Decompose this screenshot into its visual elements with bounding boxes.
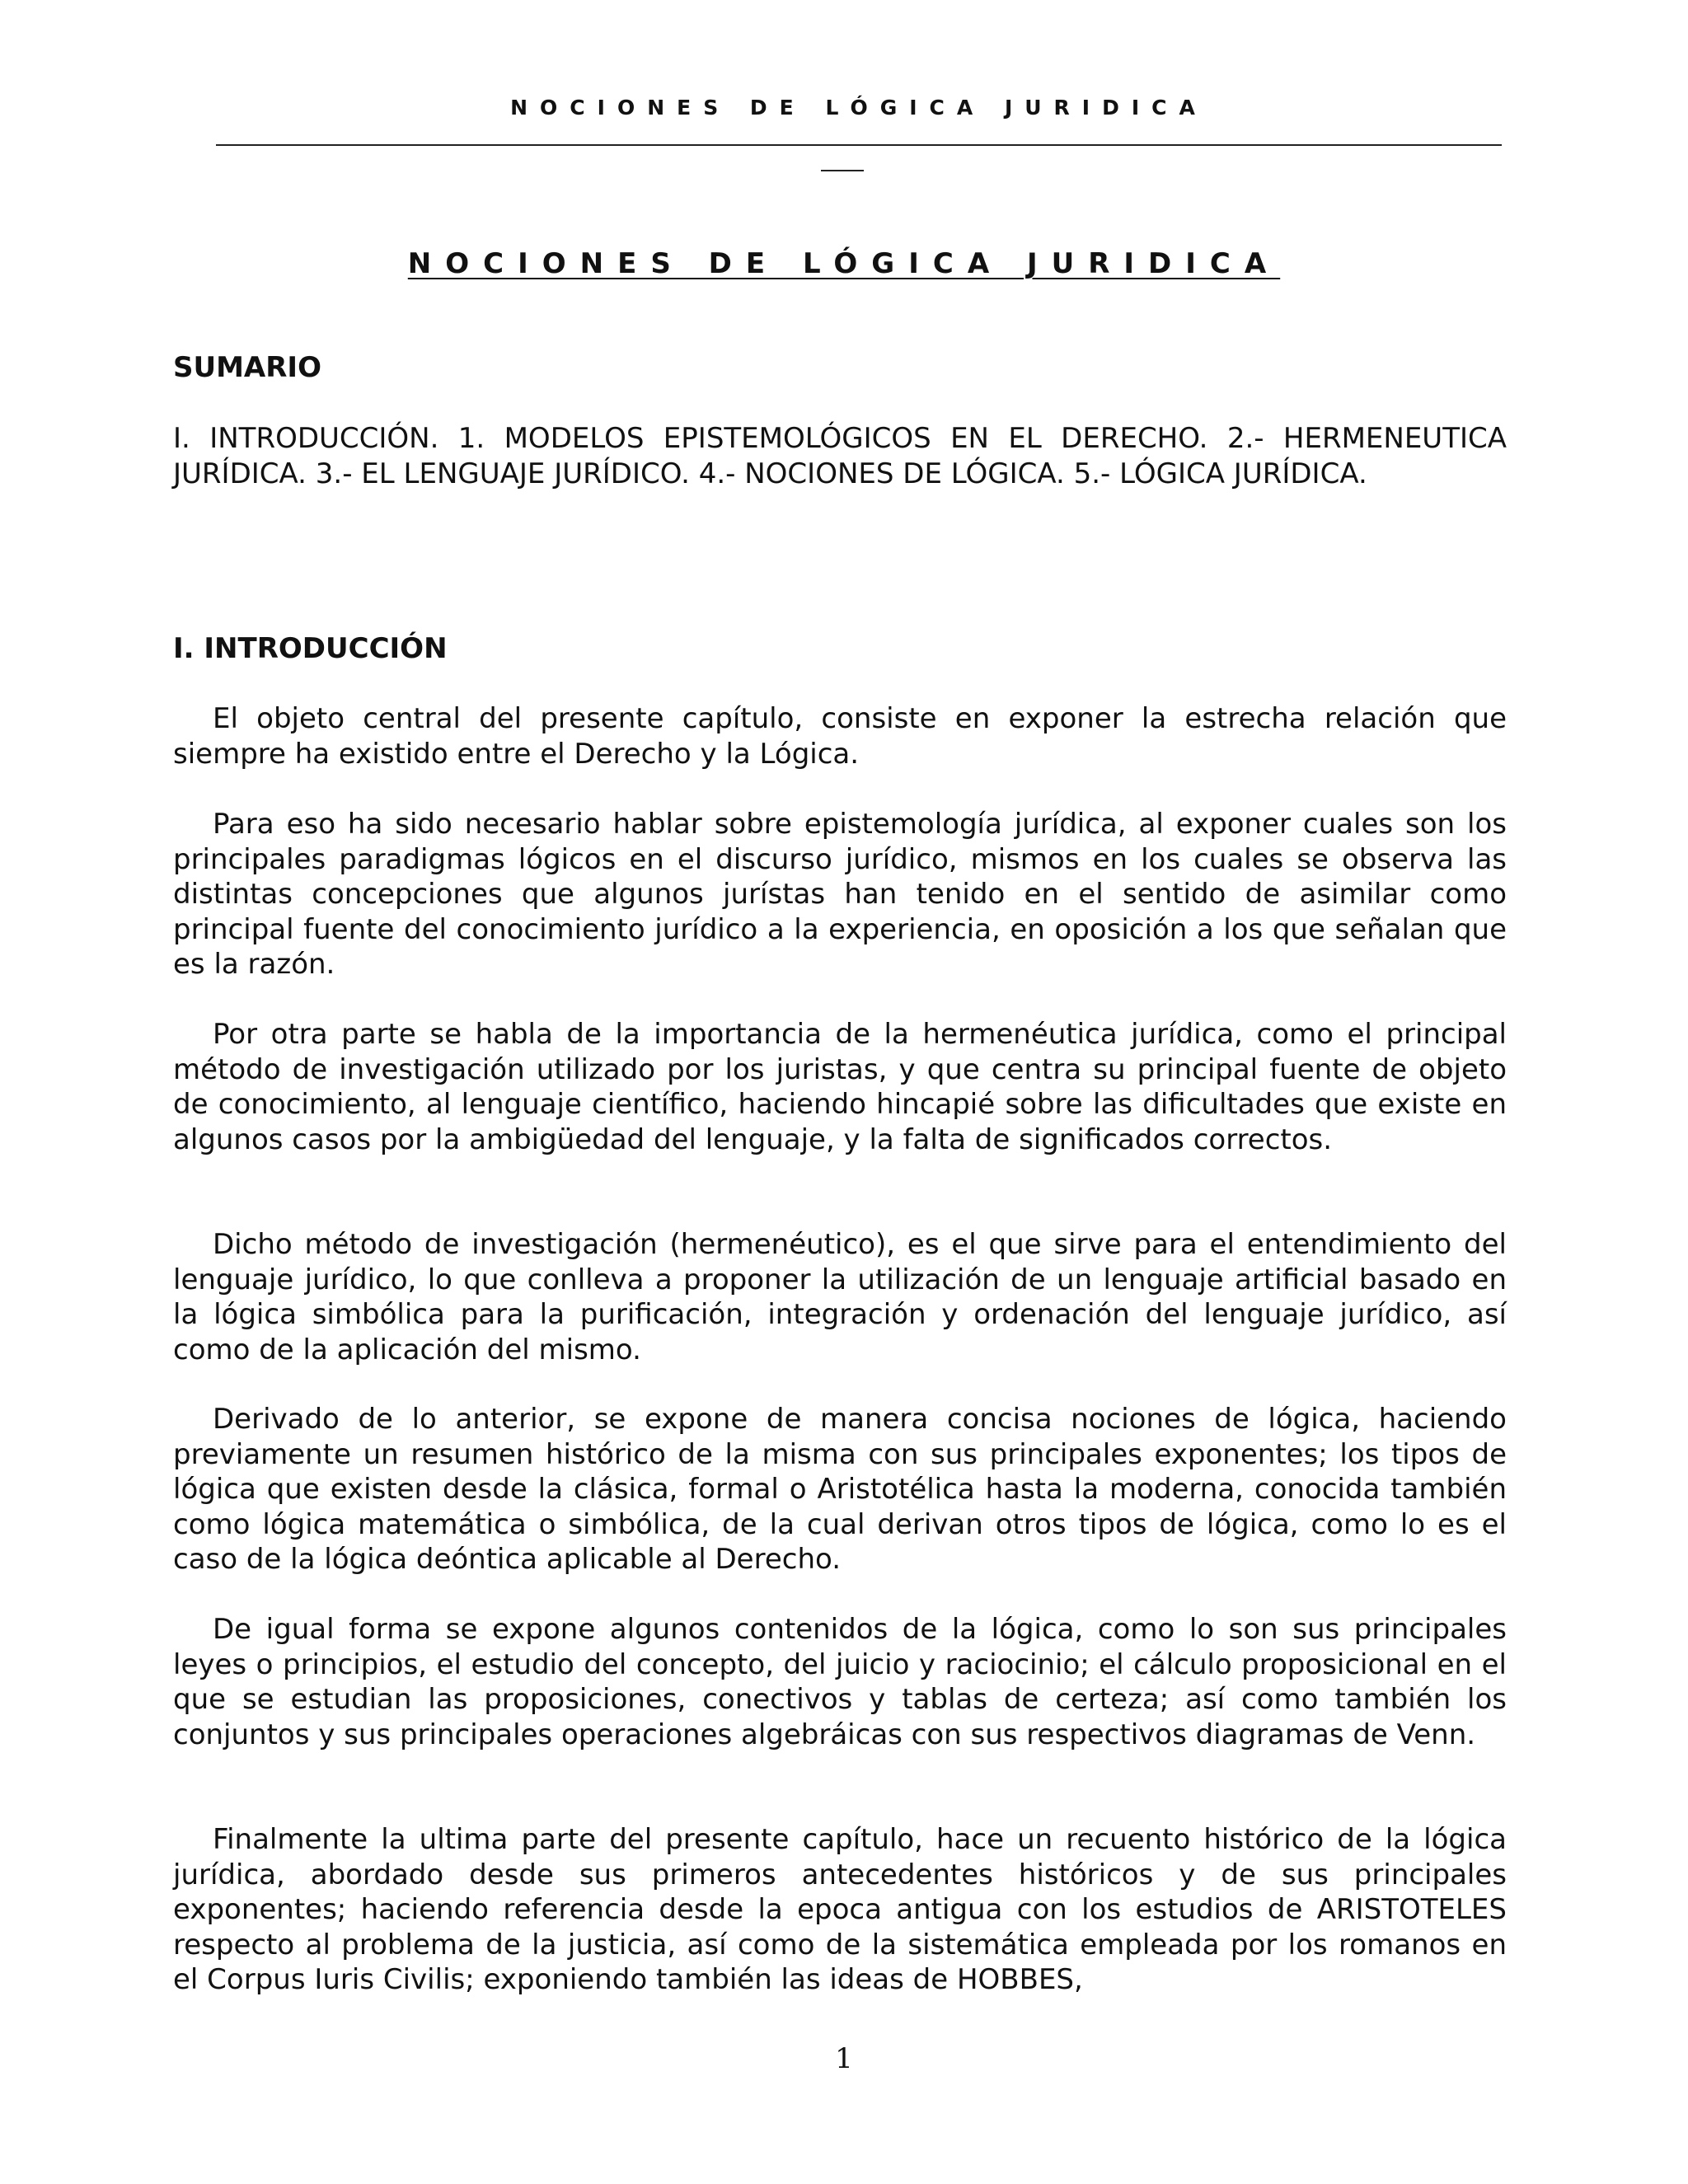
paragraph-1: El objeto central del presente capítulo, consiste en exponer la estrecha relación que siempre ha existido entre el Derecho y la Lógica. [173, 702, 1507, 771]
paragraph-3: Por otra parte se habla de la importancia de la hermenéutica jurídica, como el principal método de investigación utilizado por los juristas, y que centra su principal fuente de objeto de conocimiento, al lenguaje científico, haciendo hincapié sobre las dificultades que existe en algunos casos por la ambigüedad del lenguaje, y la falta de significados correctos. [173, 1018, 1507, 1156]
paragraph-5: Derivado de lo anterior, se expone de manera concisa nociones de lógica, haciendo previamente un resumen histórico de la misma con sus principales exponentes; los tipos de lógica que existen desde la clásica, formal o Aristotélica hasta la moderna, conocida también como lógica matemática o simbólica, de la cual derivan otros tipos de lógica, como lo es el caso de la lógica deóntica aplicable al Derecho. [173, 1403, 1507, 1576]
paragraph-6: De igual forma se expone algunos contenidos de la lógica, como lo son sus principales leyes o principios, el estudio del concepto, del juicio y raciocinio; el cálculo proposicional en el que se estudian las proposiciones, conectivos y tablas de certeza; así como también los conjuntos y sus principales operaciones algebráicas con sus respectivos diagramas de Venn. [173, 1613, 1507, 1751]
section-heading: I. INTRODUCCIÓN [173, 632, 448, 665]
summary-text: I. INTRODUCCIÓN. 1. MODELOS EPISTEMOLÓGICOS EN EL DERECHO. 2.- HERMENEUTICA JURÍDICA. 3.- EL LENGUAJE JURÍDICO. 4.- NOCIONES DE LÓGICA. 5.- LÓGICA JURÍDICA. [173, 422, 1507, 490]
paragraph-2: Para eso ha sido necesario hablar sobre epistemología jurídica, al exponer cuales son los principales paradigmas lógicos en el discurso jurídico, mismos en los cuales se observa las distintas concepciones que algunos jurístas han tenido en el sentido de asimilar como principal fuente del conocimiento jurídico a la experiencia, en oposición a los que señalan que es la razón. [173, 808, 1507, 981]
header-rule-short [821, 170, 864, 171]
document-title-text: NOCIONES DE LÓGICA JURIDICA [407, 247, 1281, 280]
summary-heading: SUMARIO [173, 351, 321, 384]
header-rule [216, 144, 1502, 146]
document-title [173, 247, 1515, 280]
paragraph-4: Dicho método de investigación (hermenéutico), es el que sirve para el entendimiento del lenguaje jurídico, lo que conlleva a proponer la utilización de un lenguaje artificial basado en la lógica simbólica para la purificación, integración y ordenación del lenguaje jurídico, así como de la aplicación del mismo. [173, 1228, 1507, 1366]
page-number: 1 [835, 2042, 853, 2075]
running-header: NOCIONES DE LÓGICA JURIDICA [510, 96, 1207, 120]
paragraph-7: Finalmente la ultima parte del presente capítulo, hace un recuento histórico de la lógica jurídica, abordado desde sus primeros antecedentes históricos y de sus principales exponentes; haciendo referencia desde la epoca antigua con los estudios de ARISTOTELES respecto al problema de la justicia, así como de la sistemática empleada por los romanos en el Corpus Iuris Civilis; exponiendo también las ideas de HOBBES, [173, 1823, 1507, 1996]
